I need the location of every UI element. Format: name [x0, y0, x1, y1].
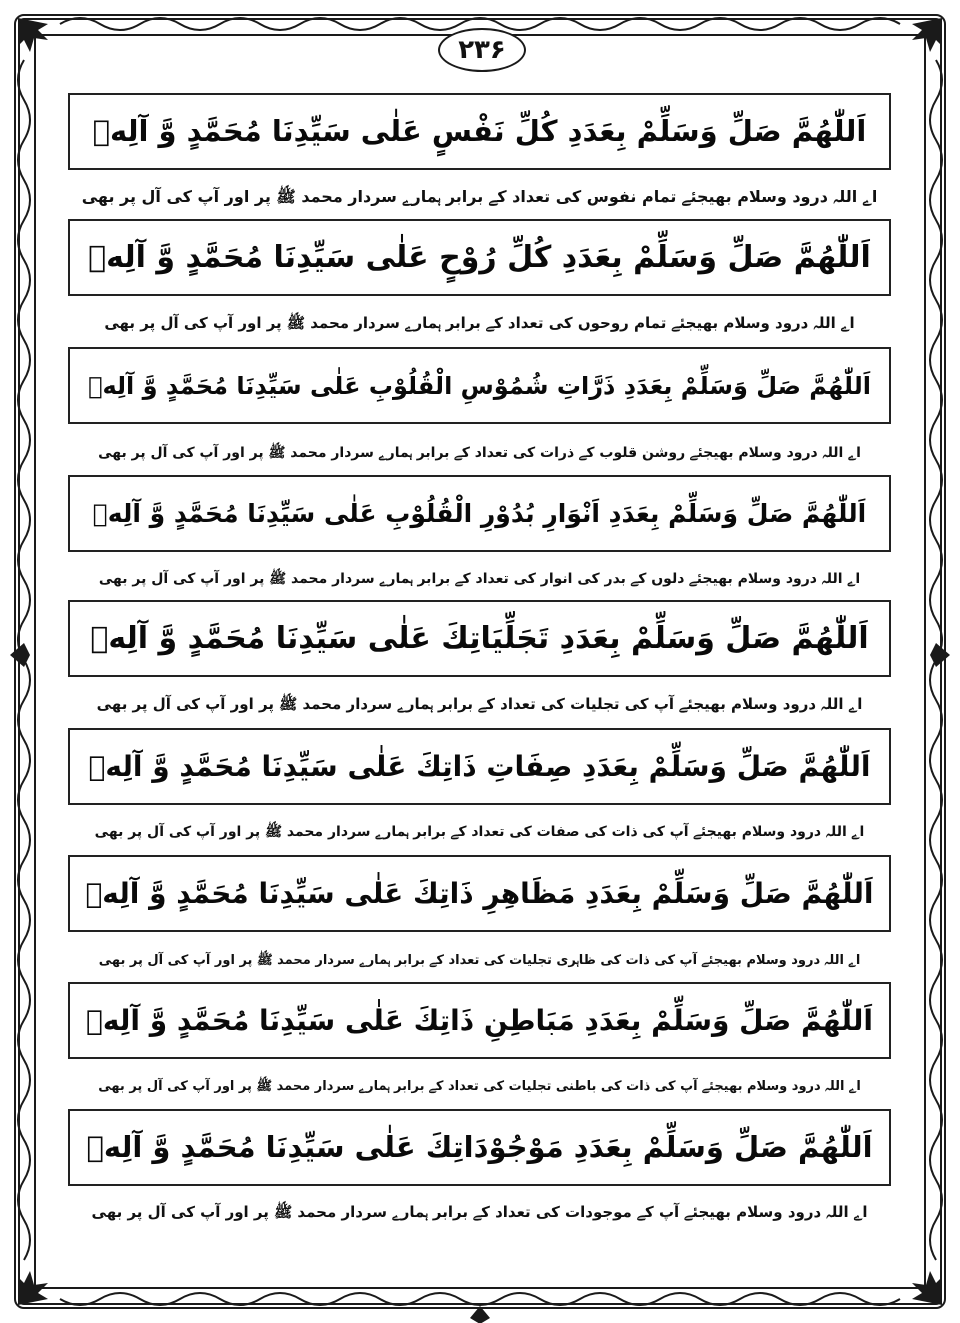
verse-box — [68, 219, 891, 296]
arabic-verse: اَللّٰهُمَّ صَلِّ وَسَلِّمْ بِعَدَدِ مَوْجُوْدَاتِكَ عَلٰى سَيِّدِنَا مُحَمَّدٍ وَّ آلِهٖ — [86, 1130, 873, 1164]
verse-box — [68, 475, 891, 552]
arabic-verse: اَللّٰهُمَّ صَلِّ وَسَلِّمْ بِعَدَدِ مَبَاطِنِ ذَاتِكَ عَلٰى سَيِّدِنَا مُحَمَّدٍ وَّ آلِهٖ — [86, 1003, 873, 1037]
urdu-translation — [68, 560, 891, 600]
verse-box — [68, 728, 891, 805]
urdu-translation-text: اے اللہ درود وسلام بھیجئے آپ کی ذات کی صفات کی تعداد کے برابر ہمارے سردار محمد ﷺ پر اور آپ کی آل پر بھی — [94, 824, 865, 840]
urdu-translation-text: اے اللہ درود وسلام بھیجئے روشن قلوب کے ذرات کی تعداد کے برابر ہمارے سردار محمد ﷺ پر اور آپ کی آل پر بھی — [98, 445, 861, 461]
arabic-verse: اَللّٰهُمَّ صَلِّ وَسَلِّمْ بِعَدَدِ تَجَلِّيَاتِكَ عَلٰى سَيِّدِنَا مُحَمَّدٍ وَّ آلِهٖ — [90, 620, 869, 656]
urdu-translation — [68, 1067, 891, 1107]
urdu-translation-text: اے اللہ درود وسلام بھیجئے آپ کے موجودات کی تعداد کے برابر ہمارے سردار محمد ﷺ پر اور آپ کی آل پر بھی — [91, 1203, 868, 1221]
arabic-verse: اَللّٰهُمَّ صَلِّ وَسَلِّمْ بِعَدَدِ اَنْوَارِ بُدُوْرِ الْقُلُوْبِ عَلٰى سَيِّدِنَا مُحَمَّدٍ وَّ آلِهٖ — [92, 499, 867, 528]
urdu-translation — [68, 941, 891, 981]
arabic-verse: اَللّٰهُمَّ صَلِّ وَسَلِّمْ بِعَدَدِ صِفَاتِ ذَاتِكَ عَلٰى سَيِّدِنَا مُحَمَّدٍ وَّ آلِهٖ — [88, 749, 871, 783]
verse-box — [68, 1109, 891, 1186]
page-number: ۲۳۶ — [438, 28, 526, 72]
arabic-verse: اَللّٰهُمَّ صَلِّ وَسَلِّمْ بِعَدَدِ مَظَاهِرِ ذَاتِكَ عَلٰى سَيِّدِنَا مُحَمَّدٍ وَّ آلِهٖ — [85, 876, 874, 910]
urdu-translation — [68, 434, 891, 474]
arabic-verse: اَللّٰهُمَّ صَلِّ وَسَلِّمْ بِعَدَدِ كُلِّ نَفْسٍ عَلٰى سَيِّدِنَا مُحَمَّدٍ وَّ آلِهٖ — [92, 114, 867, 148]
urdu-translation-text: اے اللہ درود وسلام بھیجئے آپ کی ذات کی ظاہری تجلیات کی تعداد کے برابر ہمارے سردار محمد ﷺ پر اور آپ کی آل پر بھی — [98, 952, 861, 968]
urdu-translation-text: اے اللہ درود وسلام بھیجئے آپ کی ذات کی باطنی تجلیات کی تعداد کے برابر ہمارے سردار محمد ﷺ پر اور آپ کی آل پر بھی — [98, 1078, 861, 1094]
arabic-verse: اَللّٰهُمَّ صَلِّ وَسَلِّمْ بِعَدَدِ ذَرَّاتِ شُمُوْسِ الْقُلُوْبِ عَلٰى سَيِّدِنَا مُحَمَّدٍ وَّ آلِهٖ — [88, 371, 871, 400]
verse-box — [68, 600, 891, 677]
verse-box — [68, 982, 891, 1059]
urdu-translation — [68, 1194, 891, 1234]
urdu-translation-text: اے اللہ درود وسلام بھیجئے آپ کی تجلیات کی تعداد کے برابر ہمارے سردار محمد ﷺ پر اور آپ کی آل پر بھی — [96, 695, 863, 713]
urdu-translation — [68, 305, 891, 345]
arabic-verse: اَللّٰهُمَّ صَلِّ وَسَلِّمْ بِعَدَدِ كُلِّ رُوْحٍ عَلٰى سَيِّدِنَا مُحَمَّدٍ وَّ آلِهٖ — [88, 239, 871, 275]
urdu-translation-text: اے اللہ درود وسلام بھیجئے دلوں کے بدر کی انوار کی تعداد کے برابر ہمارے سردار محمد ﷺ پر اور آپ کی آل پر بھی — [98, 571, 861, 587]
verse-box — [68, 93, 891, 170]
urdu-translation — [68, 686, 891, 726]
urdu-translation — [68, 178, 891, 218]
urdu-translation-text: اے اللہ درود وسلام بھیجئے تمام روحوں کی تعداد کے برابر ہمارے سردار محمد ﷺ پر اور آپ کی آل پر بھی — [104, 314, 855, 332]
verse-box — [68, 855, 891, 932]
urdu-translation — [68, 813, 891, 853]
verse-box — [68, 347, 891, 424]
urdu-translation-text: اے اللہ درود وسلام بھیجئے تمام نفوس کی تعداد کے برابر ہمارے سردار محمد ﷺ پر اور آپ کی آل پر بھی — [81, 186, 878, 206]
